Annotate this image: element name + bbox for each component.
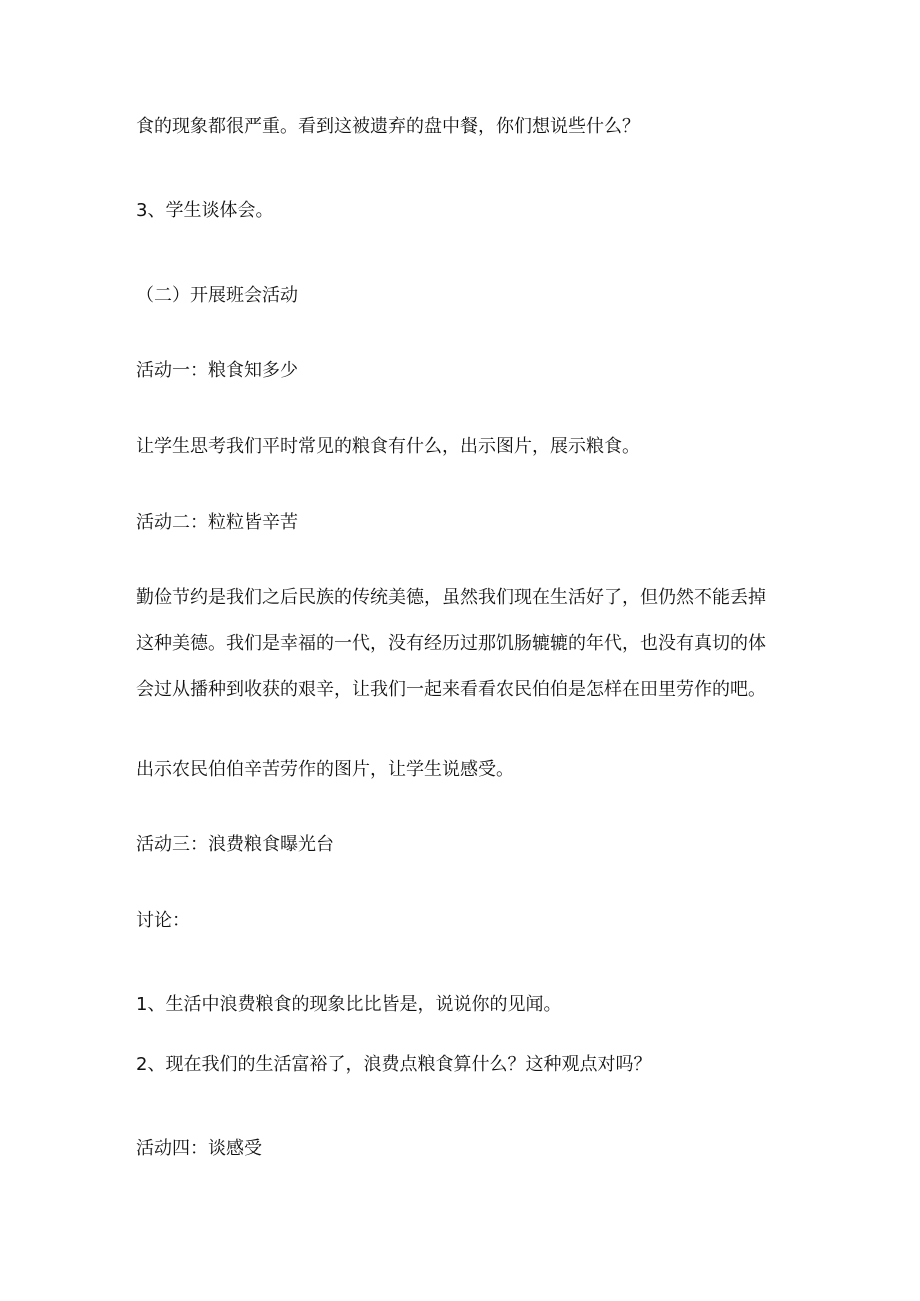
step-3-student-reflection: 3、学生谈体会。: [136, 200, 274, 221]
activity-2-paragraph-line-2: 这种美德。我们是幸福的一代，没有经历过那饥肠辘辘的年代，也没有真切的体: [136, 633, 766, 654]
section-heading-class-activities: （二）开展班会活动: [136, 285, 298, 306]
activity-4-heading: 活动四：谈感受: [136, 1138, 262, 1159]
paragraph-intro-continuation: 食的现象都很严重。看到这被遗弃的盘中餐，你们想说些什么？: [136, 116, 640, 137]
activity-3-heading: 活动三：浪费粮食曝光台: [136, 834, 334, 855]
discussion-question-2: 2、现在我们的生活富裕了，浪费点粮食算什么？这种观点对吗？: [136, 1054, 652, 1075]
activity-1-description: 让学生思考我们平时常见的粮食有什么，出示图片，展示粮食。: [136, 436, 640, 457]
activity-1-heading: 活动一：粮食知多少: [136, 360, 298, 381]
discussion-question-1: 1、生活中浪费粮食的现象比比皆是，说说你的见闻。: [136, 994, 562, 1015]
activity-2-paragraph-line-3: 会过从播种到收获的艰辛，让我们一起来看看农民伯伯是怎样在田里劳作的吧。: [136, 679, 766, 700]
activity-2-heading: 活动二：粒粒皆辛苦: [136, 512, 298, 533]
activity-2-followup: 出示农民伯伯辛苦劳作的图片，让学生说感受。: [136, 759, 514, 780]
activity-2-paragraph-line-1: 勤俭节约是我们之后民族的传统美德，虽然我们现在生活好了，但仍然不能丢掉: [136, 587, 766, 608]
discussion-label: 讨论：: [136, 910, 190, 931]
